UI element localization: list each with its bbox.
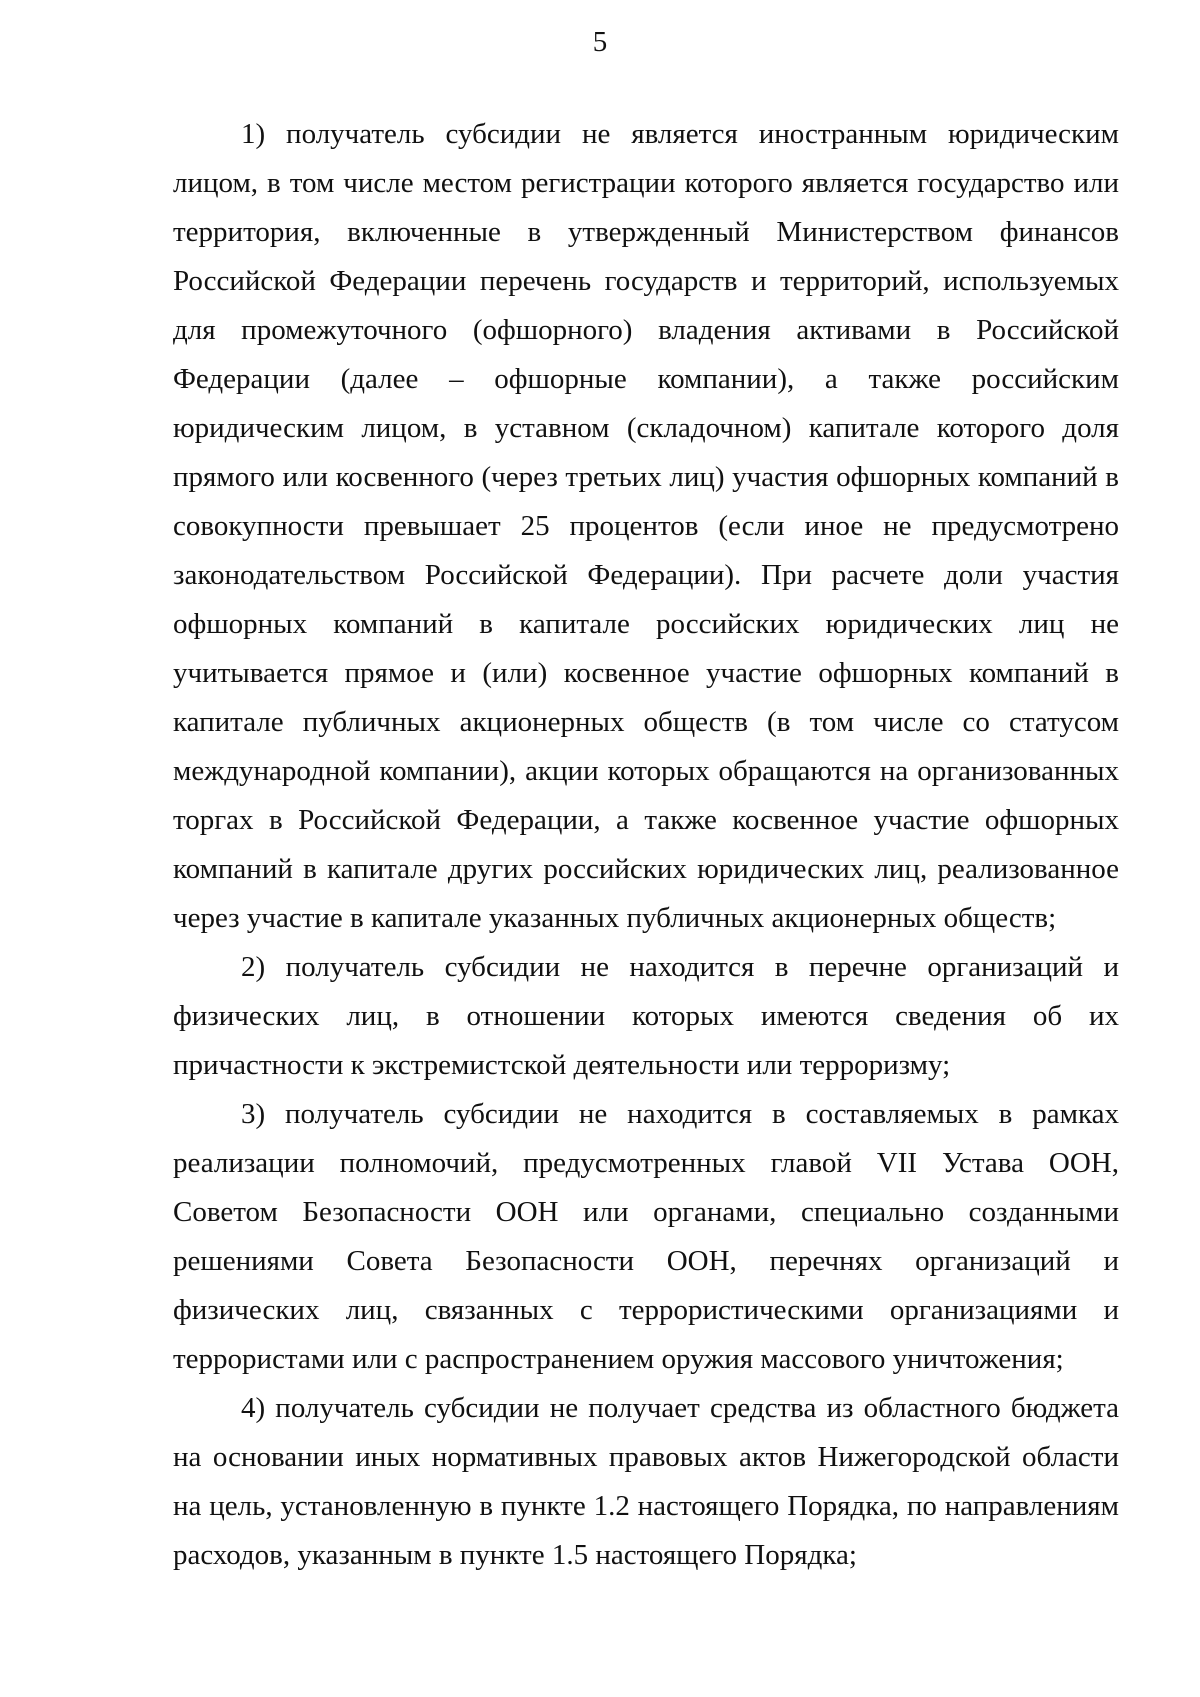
paragraph-item-2: 2) получатель субсидии не находится в перечне организаций и физических лиц, в отношении которых имеются сведения об их причастности к экстремистской деятельности или терроризму; — [173, 951, 1119, 1081]
paragraph-item-4: 4) получатель субсидии не получает средства из областного бюджета на основании иных нормативных правовых актов Нижегородской области на цель, установленную в пункте 1.2 настоящего Порядка, по направлениям расходов, указанным в пункте 1.5 настоящего Порядка; — [173, 1392, 1119, 1571]
paragraph-item-3: 3) получатель субсидии не находится в составляемых в рамках реализации полномочий, предусмотренных главой VII Устава ООН, Советом Безопасности ООН или органами, специально созданными решениями Совета Безопасности ООН, перечнях организаций и физических лиц, связанных с террористическими организациями и террористами или с распространением оружия массового уничтожения; — [173, 1098, 1119, 1375]
paragraph-item-1: 1) получатель субсидии не является иностранным юридическим лицом, в том числе местом регистрации которого является государство или территория, включенные в утвержденный Министерством финансов Российской Федерации перечень государств и территорий, используемых для промежуточного (офшорного) владения активами в Российской Федерации (далее – офшорные компании), а также российским юридическим лицом, в уставном (складочном) капитале которого доля прямого или косвенного (через третьих лиц) участия офшорных компаний в совокупности превышает 25 процентов (если иное не предусмотрено законодательством Российской Федерации). При расчете доли участия офшорных компаний в капитале российских юридических лиц не учитывается прямое и (или) косвенное участие офшорных компаний в капитале публичных акционерных обществ (в том числе со статусом международной компании), акции которых обращаются на организованных торгах в Российской Федерации, а также косвенное участие офшорных компаний в капитале других российских юридических лиц, реализованное через участие в капитале указанных публичных акционерных обществ; — [173, 118, 1119, 934]
page-number: 5 — [592, 26, 608, 58]
document-body — [173, 110, 1119, 1580]
